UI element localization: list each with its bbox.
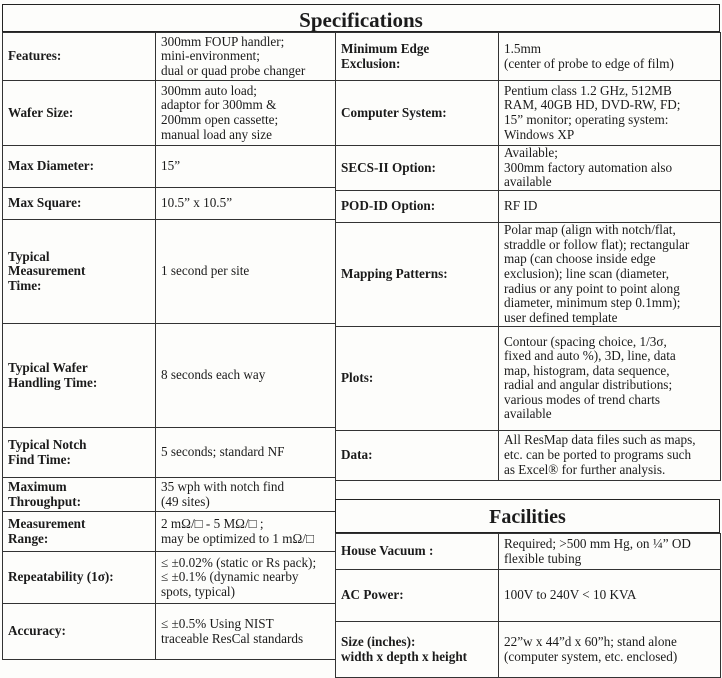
- spec-value: 15”: [156, 146, 336, 188]
- facilities-table: [335, 533, 721, 678]
- spec-label: Minimum Edge Exclusion:: [336, 33, 499, 81]
- spec-label: Max Square:: [3, 188, 156, 220]
- table-row: [3, 220, 336, 324]
- facilities-title: Facilities: [335, 499, 720, 533]
- spec-value: ≤ ±0.02% (static or Rs pack); ≤ ±0.1% (dynamic nearby spots, typical): [156, 552, 336, 604]
- spec-value: RF ID: [499, 190, 721, 222]
- spec-label: Data:: [336, 430, 499, 480]
- left-spec-table: [2, 32, 336, 660]
- spec-label: AC Power:: [336, 570, 499, 622]
- spec-value: Pentium class 1.2 GHz, 512MB RAM, 40GB HD, DVD-RW, FD; 15” monitor; operating system: Windows XP: [499, 81, 721, 146]
- table-row: [3, 188, 336, 220]
- table-row: [336, 33, 721, 81]
- table-row: [3, 81, 336, 146]
- spec-value: 1 second per site: [156, 220, 336, 324]
- spec-value: Contour (spacing choice, 1/3σ, fixed and auto %), 3D, line, data map, histogram, data sequence, radial and angular distributions; various modes of trend charts available: [499, 326, 721, 430]
- table-row: [336, 222, 721, 326]
- spec-label: Maximum Throughput:: [3, 478, 156, 512]
- right-spec-table: [335, 32, 721, 481]
- spec-value: 1.5mm (center of probe to edge of film): [499, 33, 721, 81]
- spec-value: 22”w x 44”d x 60”h; stand alone (computer system, etc. enclosed): [499, 622, 721, 678]
- spec-label: Features:: [3, 33, 156, 81]
- table-row: [3, 324, 336, 428]
- table-row: [3, 552, 336, 604]
- table-row: [336, 326, 721, 430]
- spec-value: 2 mΩ/□ - 5 MΩ/□ ; may be optimized to 1 mΩ/□: [156, 512, 336, 552]
- table-row: [336, 622, 721, 678]
- table-row: [3, 478, 336, 512]
- spec-label: SECS-II Option:: [336, 146, 499, 191]
- table-row: [336, 534, 721, 570]
- table-row: [3, 604, 336, 660]
- spec-label: Measurement Range:: [3, 512, 156, 552]
- table-row: [336, 430, 721, 480]
- table-row: [3, 512, 336, 552]
- spec-value: 300mm auto load; adaptor for 300mm & 200mm open cassette; manual load any size: [156, 81, 336, 146]
- spec-value: 100V to 240V < 10 KVA: [499, 570, 721, 622]
- spec-value: Available; 300mm factory automation also available: [499, 146, 721, 191]
- spec-value: Polar map (align with notch/flat, straddle or follow flat); rectangular map (can choose inside edge exclusion); line scan (diameter, radius or any point to point along diameter, minimum step 0.1mm); user defined template: [499, 222, 721, 326]
- page-title: Specifications: [2, 4, 720, 32]
- spec-value: 8 seconds each way: [156, 324, 336, 428]
- spec-label: Typical Wafer Handling Time:: [3, 324, 156, 428]
- spec-label: Repeatability (1σ):: [3, 552, 156, 604]
- table-row: [3, 33, 336, 81]
- table-row: [3, 146, 336, 188]
- spec-label: Plots:: [336, 326, 499, 430]
- spec-label: Typical Notch Find Time:: [3, 428, 156, 478]
- spec-value: 10.5” x 10.5”: [156, 188, 336, 220]
- table-row: [336, 190, 721, 222]
- spec-label: Size (inches): width x depth x height: [336, 622, 499, 678]
- spec-value: Required; >500 mm Hg, on ¼” OD flexible tubing: [499, 534, 721, 570]
- spec-label: POD-ID Option:: [336, 190, 499, 222]
- spec-label: Mapping Patterns:: [336, 222, 499, 326]
- spec-label: Typical Measurement Time:: [3, 220, 156, 324]
- spec-label: Wafer Size:: [3, 81, 156, 146]
- table-row: [336, 146, 721, 191]
- spec-label: Computer System:: [336, 81, 499, 146]
- spec-label: Max Diameter:: [3, 146, 156, 188]
- spec-value: All ResMap data files such as maps, etc. can be ported to programs such as Excel® for further analysis.: [499, 430, 721, 480]
- table-row: [336, 81, 721, 146]
- spec-sheet: [2, 4, 720, 672]
- table-row: [3, 428, 336, 478]
- spec-value: ≤ ±0.5% Using NIST traceable ResCal standards: [156, 604, 336, 660]
- spec-label: Accuracy:: [3, 604, 156, 660]
- table-row: [336, 570, 721, 622]
- spec-label: House Vacuum :: [336, 534, 499, 570]
- spec-value: 5 seconds; standard NF: [156, 428, 336, 478]
- spec-value: 35 wph with notch find (49 sites): [156, 478, 336, 512]
- spec-value: 300mm FOUP handler; mini-environment; dual or quad probe changer: [156, 33, 336, 81]
